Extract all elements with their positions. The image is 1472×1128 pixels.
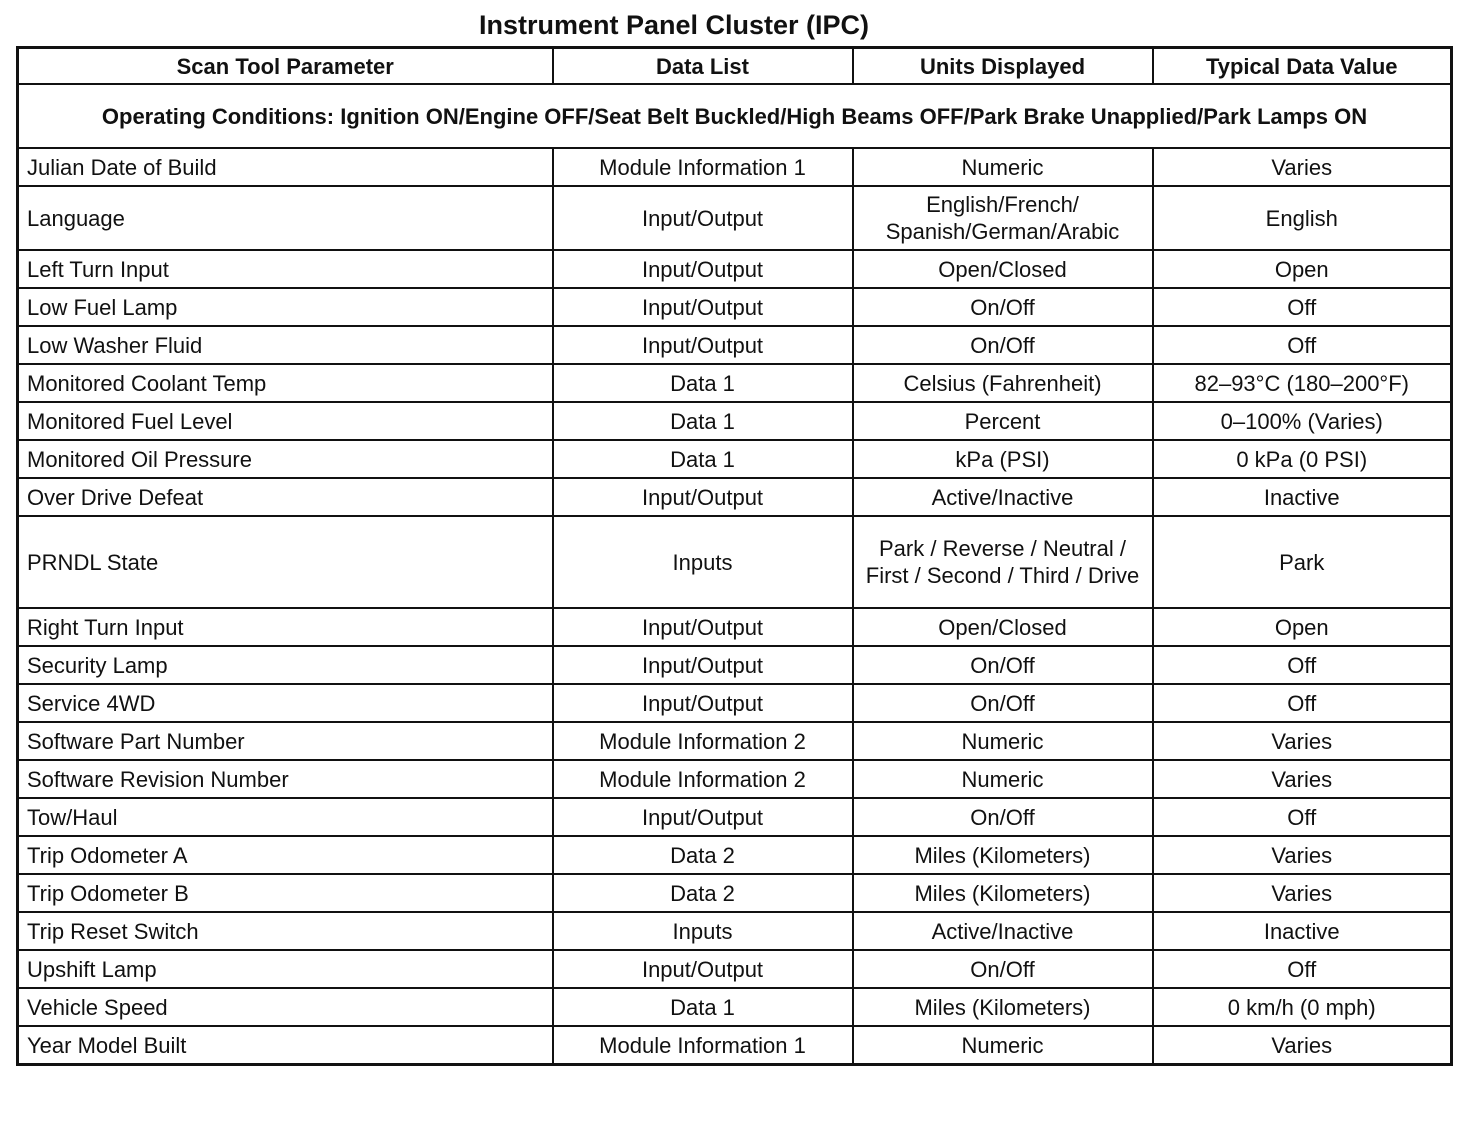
units-cell: Active/Inactive (853, 912, 1153, 950)
table-row (18, 1026, 1452, 1065)
data-list-cell: Data 1 (553, 364, 853, 402)
page-title: Instrument Panel Cluster (IPC) (478, 10, 870, 40)
table-row (18, 516, 1452, 608)
table-row (18, 250, 1452, 288)
header-row (18, 48, 1452, 85)
data-list-cell: Data 1 (553, 440, 853, 478)
table-row (18, 760, 1452, 798)
parameter-cell: Language (18, 186, 553, 250)
table-row (18, 874, 1452, 912)
data-list-cell: Input/Output (553, 684, 853, 722)
parameter-cell: Vehicle Speed (18, 988, 553, 1026)
typical-value-cell: Inactive (1153, 912, 1452, 950)
table-row (18, 722, 1452, 760)
table-row (18, 288, 1452, 326)
table-row (18, 646, 1452, 684)
operating-conditions: Operating Conditions: Ignition ON/Engine OFF/Seat Belt Buckled/High Beams OFF/Park Brake Unapplied/Park Lamps ON (18, 84, 1452, 148)
table-row (18, 478, 1452, 516)
units-cell: On/Off (853, 646, 1153, 684)
parameter-cell: Low Washer Fluid (18, 326, 553, 364)
parameter-cell: Trip Reset Switch (18, 912, 553, 950)
parameter-cell: Monitored Oil Pressure (18, 440, 553, 478)
data-list-cell: Module Information 1 (553, 1026, 853, 1065)
units-cell: Percent (853, 402, 1153, 440)
units-cell: kPa (PSI) (853, 440, 1153, 478)
table-row (18, 798, 1452, 836)
typical-value-cell: Varies (1153, 148, 1452, 186)
data-list-cell: Input/Output (553, 798, 853, 836)
table-row (18, 148, 1452, 186)
parameter-cell: Monitored Fuel Level (18, 402, 553, 440)
table-row (18, 364, 1452, 402)
units-cell: Active/Inactive (853, 478, 1153, 516)
header-units-displayed: Units Displayed (853, 48, 1153, 85)
units-cell: On/Off (853, 684, 1153, 722)
parameter-cell: Low Fuel Lamp (18, 288, 553, 326)
typical-value-cell: Off (1153, 684, 1452, 722)
typical-value-cell: Off (1153, 950, 1452, 988)
data-list-cell: Inputs (553, 912, 853, 950)
parameter-cell: Julian Date of Build (18, 148, 553, 186)
data-list-cell: Data 1 (553, 988, 853, 1026)
units-cell: Celsius (Fahrenheit) (853, 364, 1153, 402)
typical-value-cell: Off (1153, 326, 1452, 364)
units-cell: Numeric (853, 1026, 1153, 1065)
data-list-cell: Data 2 (553, 836, 853, 874)
typical-value-cell: English (1153, 186, 1452, 250)
parameter-cell: Left Turn Input (18, 250, 553, 288)
data-list-cell: Module Information 2 (553, 760, 853, 798)
parameter-cell: PRNDL State (18, 516, 553, 608)
typical-value-cell: Inactive (1153, 478, 1452, 516)
table-row (18, 912, 1452, 950)
units-cell: Miles (Kilometers) (853, 836, 1153, 874)
units-cell: On/Off (853, 288, 1153, 326)
data-list-cell: Data 2 (553, 874, 853, 912)
typical-value-cell: Varies (1153, 1026, 1452, 1065)
units-cell: Numeric (853, 760, 1153, 798)
parameter-cell: Monitored Coolant Temp (18, 364, 553, 402)
units-cell: Miles (Kilometers) (853, 874, 1153, 912)
header-typical-data-value: Typical Data Value (1153, 48, 1452, 85)
header-data-list: Data List (553, 48, 853, 85)
parameter-cell: Trip Odometer A (18, 836, 553, 874)
units-cell: Open/Closed (853, 608, 1153, 646)
operating-conditions-row (18, 84, 1452, 148)
units-cell: On/Off (853, 798, 1153, 836)
parameter-cell: Upshift Lamp (18, 950, 553, 988)
typical-value-cell: 0 kPa (0 PSI) (1153, 440, 1452, 478)
typical-value-cell: Off (1153, 288, 1452, 326)
data-list-cell: Input/Output (553, 288, 853, 326)
table-row (18, 684, 1452, 722)
parameter-cell: Service 4WD (18, 684, 553, 722)
parameter-cell: Security Lamp (18, 646, 553, 684)
parameter-cell: Trip Odometer B (18, 874, 553, 912)
table-row (18, 608, 1452, 646)
table-row (18, 950, 1452, 988)
data-list-cell: Data 1 (553, 402, 853, 440)
parameter-cell: Year Model Built (18, 1026, 553, 1065)
typical-value-cell: Off (1153, 798, 1452, 836)
data-list-cell: Module Information 2 (553, 722, 853, 760)
units-cell: Open/Closed (853, 250, 1153, 288)
typical-value-cell: Varies (1153, 760, 1452, 798)
typical-value-cell: Open (1153, 608, 1452, 646)
data-list-cell: Inputs (553, 516, 853, 608)
typical-value-cell: Varies (1153, 836, 1452, 874)
table-row (18, 836, 1452, 874)
parameter-cell: Over Drive Defeat (18, 478, 553, 516)
data-list-cell: Input/Output (553, 646, 853, 684)
units-cell: Miles (Kilometers) (853, 988, 1153, 1026)
data-list-cell: Input/Output (553, 478, 853, 516)
typical-value-cell: Open (1153, 250, 1452, 288)
ipc-data-table (16, 46, 1453, 1066)
data-list-cell: Input/Output (553, 326, 853, 364)
data-list-cell: Input/Output (553, 186, 853, 250)
units-cell: Numeric (853, 722, 1153, 760)
data-list-cell: Module Information 1 (553, 148, 853, 186)
typical-value-cell: Park (1153, 516, 1452, 608)
table-row (18, 186, 1452, 250)
typical-value-cell: Varies (1153, 722, 1452, 760)
units-cell: On/Off (853, 326, 1153, 364)
typical-value-cell: Off (1153, 646, 1452, 684)
parameter-cell: Software Part Number (18, 722, 553, 760)
units-cell: English/French/ Spanish/German/Arabic (853, 186, 1153, 250)
typical-value-cell: Varies (1153, 874, 1452, 912)
typical-value-cell: 82–93°C (180–200°F) (1153, 364, 1452, 402)
parameter-cell: Tow/Haul (18, 798, 553, 836)
units-cell: Numeric (853, 148, 1153, 186)
table-row (18, 440, 1452, 478)
table-row (18, 402, 1452, 440)
data-list-cell: Input/Output (553, 950, 853, 988)
data-list-cell: Input/Output (553, 608, 853, 646)
parameter-cell: Right Turn Input (18, 608, 553, 646)
parameter-cell: Software Revision Number (18, 760, 553, 798)
table-row (18, 988, 1452, 1026)
units-cell: Park / Reverse / Neutral / First / Second / Third / Drive (853, 516, 1153, 608)
typical-value-cell: 0 km/h (0 mph) (1153, 988, 1452, 1026)
units-cell: On/Off (853, 950, 1153, 988)
typical-value-cell: 0–100% (Varies) (1153, 402, 1452, 440)
header-scan-tool-parameter: Scan Tool Parameter (18, 48, 553, 85)
data-list-cell: Input/Output (553, 250, 853, 288)
table-row (18, 326, 1452, 364)
